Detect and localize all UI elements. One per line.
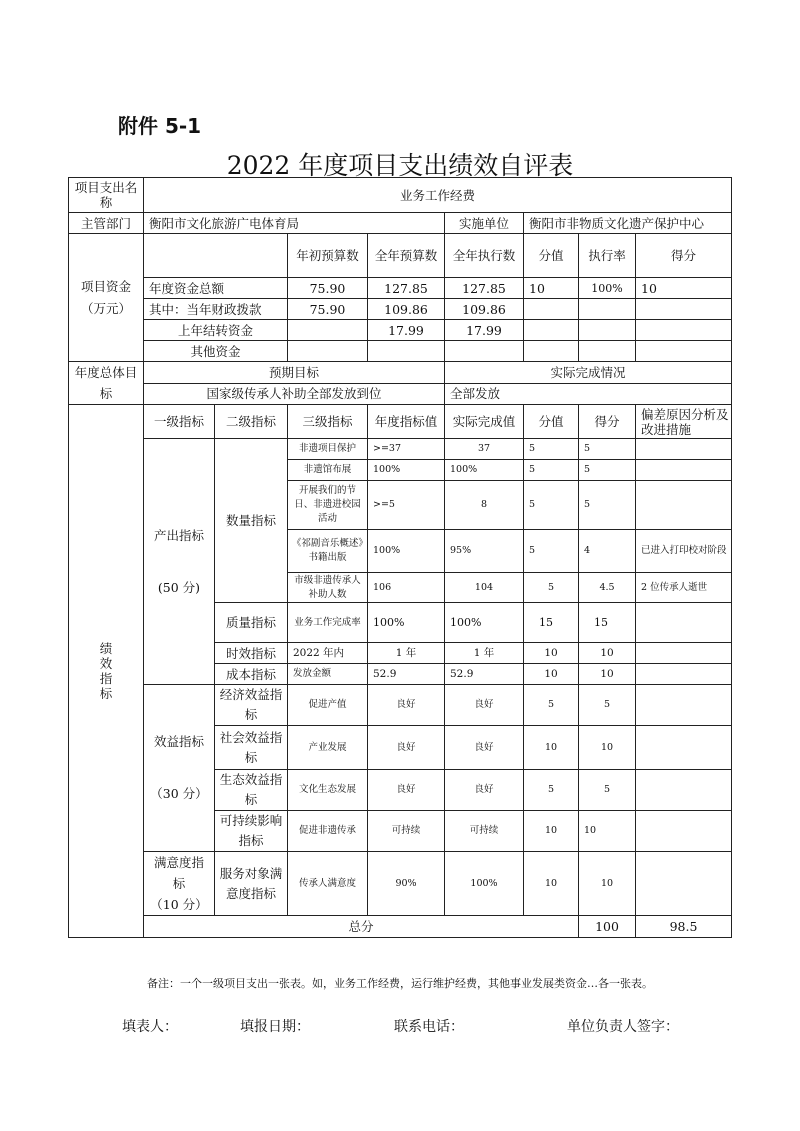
fund-rate [579,341,636,362]
date-label: 填报日期： [240,1019,310,1035]
actual-value: 良好 [445,685,524,726]
fund-row [69,341,732,362]
score-value: 5 [524,685,579,726]
score-value: 10 [524,811,579,852]
evaluation-table [68,177,732,938]
l2-economic: 经济效益指标 [215,685,288,726]
deviation [636,852,732,916]
l3-name: 市级非遗传承人补助人数 [288,573,368,603]
output-indicator [144,439,215,685]
dept-label: 主管部门 [69,213,144,234]
actual-value: 52.9 [445,664,524,685]
score-value: 10 [524,643,579,664]
deviation [636,811,732,852]
fund-initial: 75.90 [288,299,368,320]
actual-value: 100% [445,852,524,916]
score: 15 [579,603,636,643]
deviation [636,685,732,726]
score: 5 [579,481,636,530]
project-name-value: 业务工作经费 [144,178,732,213]
indicators-side-text: 绩效指标 [99,641,113,701]
score-value: 10 [524,852,579,916]
h-level1: 一级指标 [144,405,215,439]
col-rate: 执行率 [579,234,636,278]
l3-name: 促进非遗传承 [288,811,368,852]
total-label: 总分 [144,916,579,938]
h-score-val: 分值 [524,405,579,439]
h-deviation: 偏差原因分析及改进措施 [636,405,732,439]
target-value: 100% [368,530,445,573]
actual-value: 可持续 [445,811,524,852]
fund-row [69,278,732,299]
table-row [69,852,732,916]
score: 5 [579,439,636,460]
score: 10 [579,852,636,916]
actual-value: 良好 [445,726,524,770]
h-target: 年度指标值 [368,405,445,439]
fund-score: 10 [636,278,732,299]
fund-initial [288,320,368,341]
l3-name: 开展我们的节日、非遗进校园活动 [288,481,368,530]
deviation: 已进入打印校对阶段 [636,530,732,573]
deviation [636,439,732,460]
funds-header-blank [144,234,288,278]
l3-name: 业务工作完成率 [288,603,368,643]
project-name-label: 项目支出名称 [69,178,144,213]
table-row [69,439,732,460]
score: 5 [579,685,636,726]
fund-initial: 75.90 [288,278,368,299]
fund-score-val [524,341,579,362]
h-level3: 三级指标 [288,405,368,439]
head-signature-label: 单位负责人签字： [567,1019,679,1035]
l3-name: 非遗项目保护 [288,439,368,460]
benefit-indicator [144,685,215,852]
fund-name: 其中：当年财政拨款 [144,299,288,320]
fund-full: 17.99 [368,320,445,341]
score-value: 5 [524,530,579,573]
actual-value: 1 年 [445,643,524,664]
expected-goal: 国家级传承人补助全部发放到位 [144,383,445,405]
fund-score-val [524,299,579,320]
col-score-val: 分值 [524,234,579,278]
attachment-label: 附件 5-1 [118,114,202,138]
fund-row [69,320,732,341]
footnote: 备注：一个一级项目支出一张表。如，业务工作经费，运行维护经费，其他事业发展类资金…各一张表。 [147,977,653,990]
col-exec: 全年执行数 [445,234,524,278]
deviation [636,603,732,643]
fund-score [636,320,732,341]
deviation: 2 位传承人逝世 [636,573,732,603]
actual-value: 104 [445,573,524,603]
score-value: 5 [524,481,579,530]
fund-rate [579,299,636,320]
actual-goal-label: 实际完成情况 [445,362,732,384]
actual-value: 95% [445,530,524,573]
l2-quality: 质量指标 [215,603,288,643]
l2-social: 社会效益指标 [215,726,288,770]
target-value: 1 年 [368,643,445,664]
fund-full: 109.86 [368,299,445,320]
fund-score [636,341,732,362]
l3-name: 促进产值 [288,685,368,726]
target-value: 106 [368,573,445,603]
total-score: 98.5 [636,916,732,938]
fund-row [69,299,732,320]
expected-goal-label: 预期目标 [144,362,445,384]
score: 5 [579,460,636,481]
target-value: >=37 [368,439,445,460]
l2-sustain: 可持续影响指标 [215,811,288,852]
score: 4.5 [579,573,636,603]
actual-value: 37 [445,439,524,460]
l2-eco: 生态效益指标 [215,770,288,811]
l2-time: 时效指标 [215,643,288,664]
score: 5 [579,770,636,811]
fund-score-val: 10 [524,278,579,299]
table-row [69,685,732,726]
actual-value: 100% [445,460,524,481]
l2-service: 服务对象满意度指标 [215,852,288,916]
l3-name: 发放金额 [288,664,368,685]
score-value: 5 [524,573,579,603]
deviation [636,726,732,770]
deviation [636,460,732,481]
l3-name: 传承人满意度 [288,852,368,916]
col-initial: 年初预算数 [288,234,368,278]
output-points: (50 分) [157,579,201,595]
indicators-side-label [69,405,144,938]
target-value: 100% [368,460,445,481]
score: 4 [579,530,636,573]
filler-label: 填表人： [122,1019,178,1035]
deviation [636,643,732,664]
actual-value: 良好 [445,770,524,811]
fund-full: 127.85 [368,278,445,299]
score-value: 5 [524,770,579,811]
satisfaction-indicator [144,852,215,916]
l2-quantity: 数量指标 [215,439,288,603]
target-value: 可持续 [368,811,445,852]
benefit-label: 效益指标 [153,734,204,749]
score: 10 [579,664,636,685]
actual-goal: 全部发放 [445,383,732,405]
target-value: 良好 [368,726,445,770]
fund-exec: 127.85 [445,278,524,299]
fund-name: 年度资金总额 [144,278,288,299]
actual-value: 8 [445,481,524,530]
score-value: 5 [524,460,579,481]
total-score-value: 100 [579,916,636,938]
phone-label: 联系电话： [394,1019,464,1035]
fund-exec: 109.86 [445,299,524,320]
fund-name: 其他资金 [144,341,288,362]
funds-label: 项目资金（万元） [69,234,144,362]
target-value: 52.9 [368,664,445,685]
deviation [636,664,732,685]
output-label: 产出指标 [153,527,204,543]
target-value: >=5 [368,481,445,530]
deviation [636,770,732,811]
fund-score [636,299,732,320]
score: 10 [579,726,636,770]
l3-name: 2022 年内 [288,643,368,664]
fund-rate [579,320,636,341]
h-actual: 实际完成值 [445,405,524,439]
score: 10 [579,643,636,664]
score: 10 [579,811,636,852]
unit-label: 实施单位 [445,213,524,234]
dept-value: 衡阳市文化旅游广电体育局 [144,213,445,234]
fund-rate: 100% [579,278,636,299]
fund-score-val [524,320,579,341]
target-value: 90% [368,852,445,916]
score-value: 10 [524,726,579,770]
actual-value: 100% [445,603,524,643]
score-value: 10 [524,664,579,685]
h-score: 得分 [579,405,636,439]
l3-name: 非遗馆布展 [288,460,368,481]
target-value: 良好 [368,685,445,726]
col-score: 得分 [636,234,732,278]
page-title: 2022 年度项目支出绩效自评表 [226,151,574,180]
unit-value: 衡阳市非物质文化遗产保护中心 [524,213,732,234]
l3-name: 《祁剧音乐概述》书籍出版 [288,530,368,573]
satisfaction-label: 满意度指标 [153,855,204,891]
fund-full [368,341,445,362]
l3-name: 文化生态发展 [288,770,368,811]
fund-exec: 17.99 [445,320,524,341]
fund-initial [288,341,368,362]
target-value: 良好 [368,770,445,811]
score-value: 15 [524,603,579,643]
goals-label: 年度总体目标 [69,362,144,405]
h-level2: 二级指标 [215,405,288,439]
benefit-points: （30 分） [150,786,208,801]
deviation [636,481,732,530]
col-full: 全年预算数 [368,234,445,278]
score-value: 5 [524,439,579,460]
l3-name: 产业发展 [288,726,368,770]
fund-name: 上年结转资金 [144,320,288,341]
fund-exec [445,341,524,362]
satisfaction-points: （10 分） [150,897,208,912]
l2-cost: 成本指标 [215,664,288,685]
target-value: 100% [368,603,445,643]
